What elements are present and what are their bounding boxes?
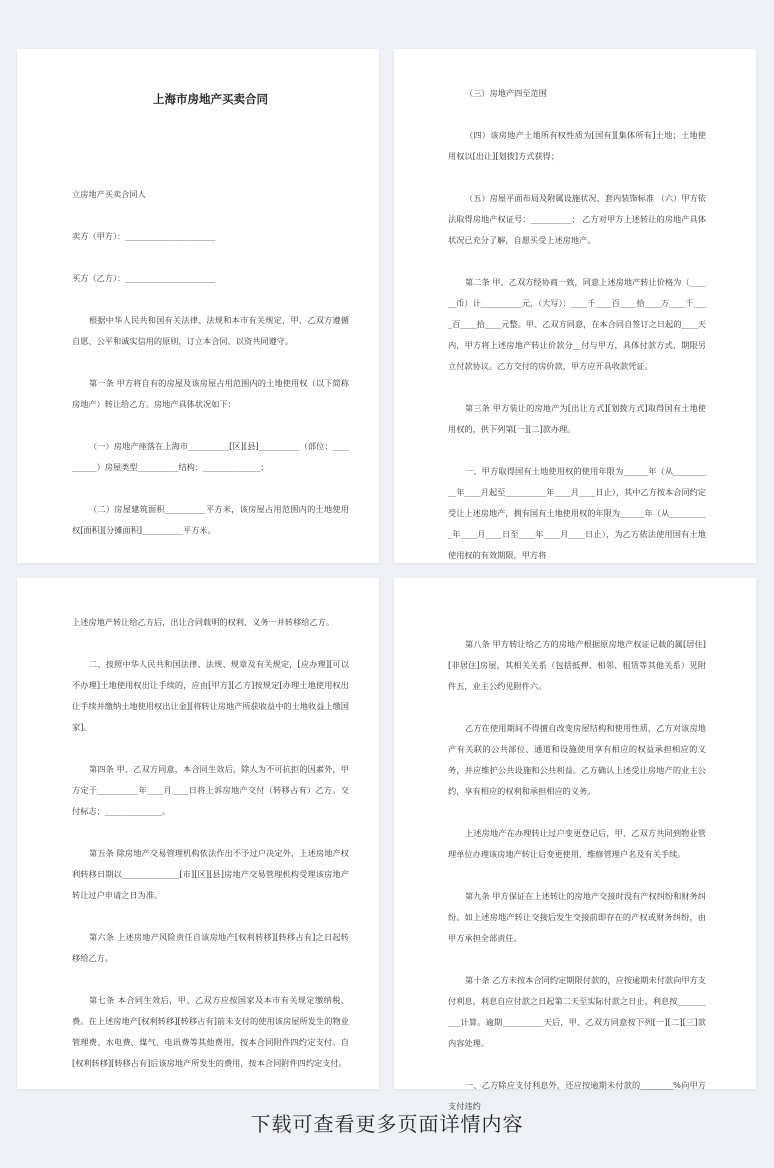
document-page-3 [17,578,379,1089]
document-page-1 [17,49,379,563]
paragraph: 第二条 甲、乙双方经协商一致，同意上述房地产转让价格为（______币）计__________元，（大写）：____千____百____拾____万____千____百____拾____元整。甲、乙双方同意，在本合同自签订之日起的____天内，甲方将上述房地产转让价款分__付与甲方，具体付款方式，期限另立付款协议。乙方交付的房价款，甲方应开具收款凭证。 [448,277,706,371]
paragraph: 上述房地产在办理转让过户变更登记后，甲、乙双方共同到物业管理单位办理该房地产转让后变更使用、维修管理户名及有关手续。 [448,828,706,859]
seller-field: 卖方（甲方）：______________________ [72,231,216,241]
paragraph: 一、甲方取得国有土地使用权的使用年限为______年（从__________年____月起至__________年____月____日止），其中乙方按本合同约定受让上述房地产，拥有国有土地使用权的年限为______年（从__________年____月____日至____年____月____日止），为乙方依法使用国有土地使用权的有效期限，甲方将 [448,466,706,560]
download-more-caption[interactable]: 下载可查看更多页面详情内容 [250,1112,524,1136]
paragraph: （五）房屋平面布局及附属设施状况、套内装饰标准 （六）甲方依法取得房地产权证号：__________； 乙方对甲方上述转让的房地产具体状况已充分了解，自愿买受上述房地产。 [448,193,706,245]
paragraph: 上述房地产转让给乙方后，出让合同载明的权利、义务一并转移给乙方。 [72,617,335,627]
paragraph: 第四条 甲、乙双方同意，本合同生效后，除人为不可抗拒的因素外，甲方定于__________年____月____日将上诉房地产交付（转移占有）乙方。交付标志：______________。 [72,764,349,816]
buyer-field: 买方（乙方）：______________________ [72,273,216,283]
document-page-2 [394,49,756,563]
paragraph: 二、按照中华人民共和国法律、法规、规章及有关规定，[应办理][可以不办理]土地使用权出让手续的，应由[甲方][乙方]按规定[办理土地使用权出让手续并缴纳土地使用权出让金][将转让房地产所获收益中的土地收益上缴国家]。 [72,659,349,732]
paragraph: 第七条 本合同生效后，甲、乙双方应按国家及本市有关规定缴纳税、费。在上述房地产[权利转移][转移占有]前未支付的使用该房屋所发生的物业管理费、水电费、煤气、电讯费等其他费用，按本合同附件四约定支付。自[权利转移][转移占有]后该房地产所发生的费用，按本合同附件四约定支付。 [72,995,349,1068]
paragraph: 第六条 上述房地产风险责任自该房地产[权利转移][转移占有]之日起转移给乙方。 [72,932,349,963]
paragraph: （二）房屋建筑面积__________平方米，该房屋占用范围内的土地使用权[面积][分摊面积]__________平方米。 [72,504,349,535]
paragraph: 根据中华人民共和国有关法律、法规和本市有关规定，甲、乙双方遵循自愿、公平和诚实信用的原则，订立本合同，以资共同遵守。 [72,315,349,346]
paragraph: 立房地产买卖合同人 [72,189,146,199]
paragraph: （四）该房地产土地所有权性质为[国有][集体所有]土地；土地使用权以[出让][划拨]方式获得； [448,130,706,161]
paragraph: 第九条 甲方保证在上述转让的房地产交接时没有产权纠纷和财务纠纷。如上述房地产转让交接后发生交接前即存在的产权或财务纠纷，由甲方承担全部责任。 [448,891,706,943]
paragraph: 第三条 甲方装让的房地产为[出让方式][划拨方式]取得国有土地使用权的，供下列第[一][二]款办理。 [448,403,706,434]
paragraph: 第一条 甲方将自有的房屋及该房屋占用范围内的土地使用权（以下简称房地产）转让给乙方。房地产具体状况如下： [72,378,349,409]
paragraph: 第五条 除房地产交易管理机构依法作出不予过户决定外，上述房地产权利转移日期以______________[市][区][县]房地产交易管理机构受理该房地产转让过户申请之日为准。 [72,848,349,900]
document-title: 上海市房地产买卖合同 [153,92,268,106]
paragraph: 第八条 甲方转让给乙方的房地产根据原房地产权证记载的属[居住][非居住]房屋，其相关关系（包括抵押、相邻、租赁等其他关系）见附件五，业主公约见附件六。 [448,639,706,691]
paragraph: （三）房地产四至范围 [465,88,547,98]
paragraph: 第十条 乙方未按本合同约定期限付款的，应按逾期未付款向甲方支付利息，利息自应付款之日起第二天至实际付款之日止，利息按__________计算。逾期__________天后，甲、乙双方同意按下列[一][二][三]款内容处理。 [448,975,706,1048]
paragraph: 乙方在使用期间不得擅自改变房屋结构和使用性质，乙方对该房地产有关联的公共部位、通道和设施使用享有相应的权益承担相应的义务，并应维护公共设施和公共利益。乙方确认上述受让房地产的业主公约，享有相应的权利和承担相应的义务。 [448,723,706,796]
paragraph: 一、乙方除应支付利息外，还应按逾期未付款的________%向甲方支付违约 [448,1080,706,1111]
paragraph: （一）房地产座落在上海市__________[区][县]__________（部位：__________）房屋类型__________结构：______________； [72,441,349,472]
document-page-4 [394,578,756,1111]
